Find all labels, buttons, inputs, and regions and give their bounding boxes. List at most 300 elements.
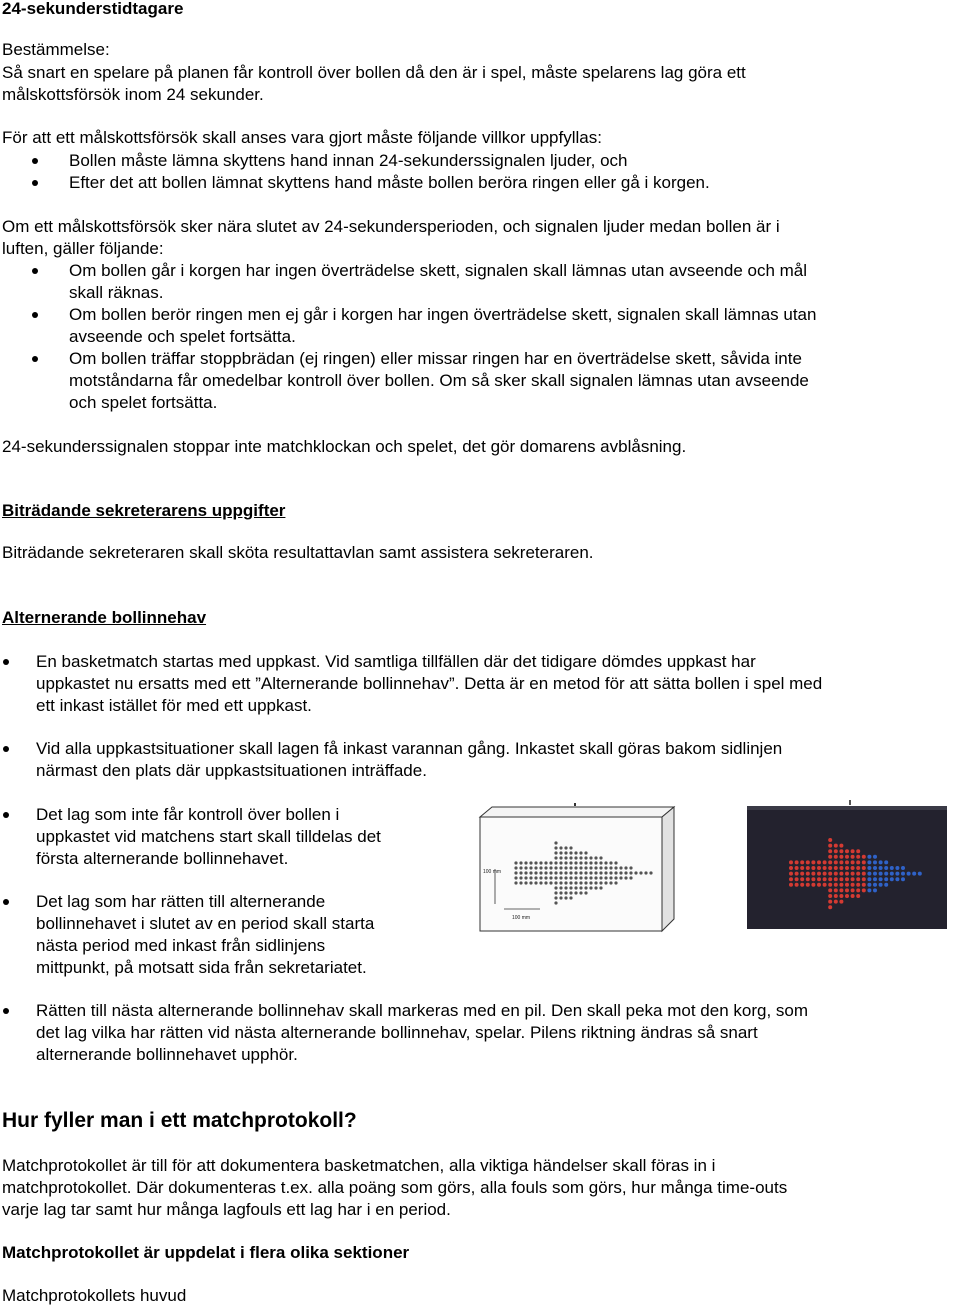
arrow-dot (895, 877, 899, 881)
arrow-dot (529, 866, 532, 869)
arrow-dot (800, 860, 804, 864)
arrow-dot (569, 851, 572, 854)
arrow-dot (524, 866, 527, 869)
arrow-dot (564, 846, 567, 849)
assistant-text: Biträdande sekreteraren skall sköta resultattavlan samt assistera sekreteraren. (2, 543, 594, 562)
arrow-dot (845, 888, 849, 892)
arrow-dot (823, 866, 827, 870)
arrow-dot (554, 866, 557, 869)
list-item: Det lag som har rätten till alternerande bollinnehavet i slutet av en period skall starta nästa period med inkast från sidlinjens mittpunkt, på motsatt sida från sekretariatet. (0, 891, 374, 979)
arrow-dot (851, 888, 855, 892)
arrow-dot (539, 871, 542, 874)
arrow-dot (594, 876, 597, 879)
arrow-dot (811, 866, 815, 870)
arrow-dot (895, 872, 899, 876)
bullet-icon (3, 659, 9, 665)
arrow-dot (879, 877, 883, 881)
arrow-dot (574, 881, 577, 884)
arrow-dot (569, 881, 572, 884)
arrow-dot (599, 866, 602, 869)
arrow-dot (564, 886, 567, 889)
arrow-dot (639, 871, 642, 874)
arrow-dot (599, 871, 602, 874)
arrow-dot (800, 883, 804, 887)
arrow-dot (873, 855, 877, 859)
arrow-dot (584, 891, 587, 894)
arrow-dot (589, 886, 592, 889)
arrow-dot (584, 861, 587, 864)
arrow-dot (574, 861, 577, 864)
arrow-dot (634, 871, 637, 874)
arrow-dot (644, 871, 647, 874)
arrow-dot (901, 872, 905, 876)
arrow-dot (834, 877, 838, 881)
arrow-dot (845, 883, 849, 887)
alternating-heading: Alternerande bollinnehav (2, 608, 207, 627)
arrow-dot (554, 891, 557, 894)
arrow-dot (554, 856, 557, 859)
arrow-dot (599, 861, 602, 864)
arrow-dot (828, 866, 832, 870)
arrow-dot (789, 883, 793, 887)
arrow-dot (834, 844, 838, 848)
arrow-dot (529, 876, 532, 879)
arrow-dot (594, 886, 597, 889)
arrow-dot (873, 872, 877, 876)
arrow-dot (519, 881, 522, 884)
arrow-dot (817, 877, 821, 881)
arrow-dot (579, 866, 582, 869)
arrow-dot (856, 888, 860, 892)
arrow-dot (539, 866, 542, 869)
arrow-dot (845, 894, 849, 898)
arrow-dot (867, 855, 871, 859)
arrow-dot (569, 846, 572, 849)
arrow-dot (609, 861, 612, 864)
arrow-dot (828, 883, 832, 887)
list-item: Efter det att bollen lämnat skyttens hand måste bollen beröra ringen eller gå i korgen. (0, 172, 710, 194)
arrow-dot (599, 856, 602, 859)
alternating-list-3 (0, 804, 381, 870)
arrow-dot (589, 866, 592, 869)
arrow-dot (856, 872, 860, 876)
arrow-dot (839, 900, 843, 904)
arrow-dot (519, 866, 522, 869)
arrow-dot (862, 883, 866, 887)
arrow-dot (873, 883, 877, 887)
arrow-dot (594, 866, 597, 869)
list-item: Bollen måste lämna skyttens hand innan 24-sekunderssignalen ljuder, och (0, 150, 710, 172)
arrow-dot (514, 866, 517, 869)
arrow-dot (851, 883, 855, 887)
width-dimension-label: 100 mm (512, 915, 531, 921)
box-side-face (662, 807, 674, 931)
arrow-dot (862, 855, 866, 859)
arrow-dot (845, 849, 849, 853)
arrow-dot (649, 871, 652, 874)
arrow-dot (534, 871, 537, 874)
arrow-dot (867, 860, 871, 864)
arrow-dot (879, 883, 883, 887)
arrow-dot (862, 888, 866, 892)
arrow-dot (879, 860, 883, 864)
rule-line: Så snart en spelare på planen får kontroll över bollen då den är i spel, måste spelarens lag göra ett (2, 63, 746, 82)
signal-note: 24-sekunderssignalen stoppar inte matchklockan och spelet, det gör domarens avblåsning. (2, 437, 687, 456)
arrow-dot (811, 877, 815, 881)
arrow-dot (549, 866, 552, 869)
arrow-dot (789, 877, 793, 881)
arrow-dot (839, 855, 843, 859)
arrow-dot (839, 866, 843, 870)
arrow-dot (823, 877, 827, 881)
arrow-dot (549, 876, 552, 879)
list-item: Rätten till nästa alternerande bollinnehav skall markeras med en pil. Den skall peka mot den korg, som det lag vilka har rätten vid nästa alternerande bollinnehav, spelar. Pilens riktning ändras så snart alternerande bollinnehavet upphör. (0, 1000, 808, 1066)
arrow-dot (539, 881, 542, 884)
arrow-dot (795, 872, 799, 876)
list-item: Om bollen går i korgen har ingen överträdelse skett, signalen skall lämnas utan avseende och mål skall räknas. (0, 260, 816, 304)
arrow-dot (811, 883, 815, 887)
arrow-dot (806, 860, 810, 864)
arrow-dot (828, 894, 832, 898)
arrow-dot (828, 872, 832, 876)
arrow-dot (834, 872, 838, 876)
protocol-text: varje lag tar samt hur många lagfouls ett lag har i en period. (2, 1200, 451, 1219)
arrow-dot (589, 881, 592, 884)
arrow-dot (839, 872, 843, 876)
list-item: En basketmatch startas med uppkast. Vid samtliga tillfällen där det tidigare dömdes uppkast har uppkastet nu ersatts med ett ”Alternerande bollinnehav”. Detta är en metod för att sätta bollen i spel med ett inkast istället för med ett uppkast. (0, 651, 822, 717)
arrow-dot (823, 883, 827, 887)
arrow-dot (574, 856, 577, 859)
arrow-dot (594, 881, 597, 884)
protocol-head-label: Matchprotokollets huvud (2, 1286, 187, 1305)
rule-label: Bestämmelse: (2, 40, 110, 59)
arrow-dot (884, 877, 888, 881)
protocol-heading: Hur fyller man i ett matchprotokoll? (2, 1109, 357, 1132)
arrow-dot (584, 866, 587, 869)
arrow-dot (534, 881, 537, 884)
arrow-dot (614, 861, 617, 864)
arrow-dot (559, 851, 562, 854)
conditions-intro: För att ett målskottsförsök skall anses vara gjort måste följande villkor uppfyllas: (2, 128, 602, 147)
arrow-dot (817, 883, 821, 887)
arrow-dot (789, 866, 793, 870)
list-item: Vid alla uppkastsituationer skall lagen få inkast varannan gång. Inkastet skall göras bakom sidlinjen närmast den plats där uppkastsituationen inträffade. (0, 738, 782, 782)
arrow-dot (845, 877, 849, 881)
arrow-dot (554, 871, 557, 874)
arrow-dot (828, 855, 832, 859)
alternating-list-2 (0, 738, 782, 782)
arrow-dot (574, 891, 577, 894)
arrow-dot (604, 861, 607, 864)
arrow-dot (569, 871, 572, 874)
arrow-dot (862, 860, 866, 864)
arrow-dot (862, 877, 866, 881)
arrow-dot (839, 849, 843, 853)
arrow-dot (564, 871, 567, 874)
arrow-dot (554, 901, 557, 904)
arrow-dot (579, 881, 582, 884)
arrow-dot (544, 866, 547, 869)
arrow-dot (544, 861, 547, 864)
arrow-dot (879, 872, 883, 876)
arrow-dot (559, 891, 562, 894)
arrow-dot (795, 866, 799, 870)
section-title-24s: 24-sekunderstidtagare (2, 0, 184, 18)
arrow-dot (614, 871, 617, 874)
box-top-face (480, 807, 674, 817)
bullet-icon (3, 746, 9, 752)
arrow-dot (834, 866, 838, 870)
protocol-text: Matchprotokollet är till för att dokumentera basketmatchen, alla viktiga händelser skall föras in i (2, 1156, 716, 1175)
arrow-dot (614, 866, 617, 869)
arrow-dot (828, 860, 832, 864)
arrow-dot (862, 872, 866, 876)
arrow-dot (851, 849, 855, 853)
arrow-display-drawing (478, 803, 676, 935)
arrow-dot (559, 871, 562, 874)
arrow-dot (811, 860, 815, 864)
arrow-dot (544, 871, 547, 874)
arrow-dot (828, 905, 832, 909)
arrow-dot (907, 872, 911, 876)
arrow-dot (867, 888, 871, 892)
alternating-list-1 (0, 651, 822, 717)
arrow-dot (584, 876, 587, 879)
arrow-dot (579, 886, 582, 889)
arrow-dot (806, 866, 810, 870)
arrow-dot (524, 881, 527, 884)
arrow-dot (800, 872, 804, 876)
arrow-dot (839, 888, 843, 892)
arrow-dot (624, 876, 627, 879)
arrow-dot (564, 896, 567, 899)
arrow-dot (569, 866, 572, 869)
arrow-dot (544, 876, 547, 879)
arrow-dot (554, 896, 557, 899)
arrow-dot (514, 876, 517, 879)
arrow-dot (851, 860, 855, 864)
late-cases-list (0, 260, 816, 414)
arrow-dot (574, 876, 577, 879)
arrow-dot (873, 866, 877, 870)
arrow-dot (823, 860, 827, 864)
arrow-dot (554, 861, 557, 864)
arrow-dot (524, 861, 527, 864)
arrow-dot (554, 846, 557, 849)
arrow-dot (589, 876, 592, 879)
arrow-dot (584, 851, 587, 854)
arrow-dot (574, 851, 577, 854)
arrow-dot (554, 841, 557, 844)
arrow-dot (609, 871, 612, 874)
height-dimension-label: 100 mm (483, 869, 502, 875)
arrow-dot (890, 877, 894, 881)
arrow-dot (569, 876, 572, 879)
arrow-dot (574, 866, 577, 869)
arrow-dot (839, 860, 843, 864)
arrow-dot (845, 860, 849, 864)
arrow-dot (564, 861, 567, 864)
arrow-dot (629, 871, 632, 874)
arrow-dot (574, 871, 577, 874)
arrow-dot (609, 866, 612, 869)
arrow-dot (519, 861, 522, 864)
arrow-dot (559, 881, 562, 884)
arrow-dot (884, 872, 888, 876)
arrow-dot (817, 866, 821, 870)
arrow-dot (524, 876, 527, 879)
led-arrow-panel-photo (747, 800, 948, 930)
arrow-dot (795, 883, 799, 887)
alternating-list-4 (0, 891, 374, 979)
arrow-dot (800, 877, 804, 881)
arrow-dot (817, 860, 821, 864)
arrow-dot (584, 871, 587, 874)
list-item: Om bollen berör ringen men ej går i korgen har ingen överträdelse skett, signalen skall lämnas utan avseende och spelet fortsätta. (0, 304, 816, 348)
arrow-dot (554, 851, 557, 854)
arrow-dot (862, 866, 866, 870)
arrow-dot (901, 866, 905, 870)
arrow-dot (856, 860, 860, 864)
arrow-dot (834, 855, 838, 859)
arrow-dot (539, 861, 542, 864)
alternating-list-5 (0, 1000, 808, 1066)
arrow-dot (579, 851, 582, 854)
arrow-dot (839, 844, 843, 848)
arrow-dot (629, 876, 632, 879)
assistant-heading: Biträdande sekreterarens uppgifter (2, 501, 286, 520)
bullet-icon (32, 180, 38, 186)
arrow-dot (564, 891, 567, 894)
arrow-dot (579, 876, 582, 879)
arrow-dot (559, 861, 562, 864)
arrow-dot (856, 877, 860, 881)
arrow-dot (564, 876, 567, 879)
arrow-dot (514, 861, 517, 864)
arrow-dot (544, 881, 547, 884)
arrow-dot (851, 855, 855, 859)
arrow-dot (594, 861, 597, 864)
arrow-dot (559, 886, 562, 889)
arrow-dot (569, 886, 572, 889)
arrow-dot (559, 856, 562, 859)
arrow-dot (549, 871, 552, 874)
arrow-dot (867, 883, 871, 887)
arrow-dot (884, 883, 888, 887)
arrow-dot (834, 849, 838, 853)
arrow-dot (604, 876, 607, 879)
arrow-dot (584, 881, 587, 884)
arrow-dot (599, 881, 602, 884)
arrow-dot (569, 896, 572, 899)
list-item: Det lag som inte får kontroll över bollen i uppkastet vid matchens start skall tilldelas det första alternerande bollinnehavet. (0, 804, 381, 870)
arrow-dot (564, 856, 567, 859)
arrow-dot (629, 866, 632, 869)
arrow-dot (589, 861, 592, 864)
late-shot-intro: Om ett målskottsförsök sker nära slutet av 24-sekundersperioden, och signalen ljuder medan bollen är i (2, 217, 780, 236)
arrow-dot (795, 860, 799, 864)
arrow-dot (594, 856, 597, 859)
arrow-dot (806, 883, 810, 887)
bullet-icon (3, 1008, 9, 1014)
arrow-dot (851, 877, 855, 881)
arrow-dot (559, 846, 562, 849)
arrow-dot (918, 872, 922, 876)
arrow-dot (579, 871, 582, 874)
arrow-dot (564, 866, 567, 869)
arrow-dot (856, 894, 860, 898)
arrow-dot (539, 876, 542, 879)
arrow-dot (873, 888, 877, 892)
arrow-dot (890, 866, 894, 870)
arrow-dot (569, 856, 572, 859)
arrow-dot (800, 866, 804, 870)
arrow-dot (789, 860, 793, 864)
arrow-dot (890, 872, 894, 876)
arrow-dot (895, 866, 899, 870)
late-shot-intro: luften, gäller följande: (2, 239, 164, 258)
arrow-dot (559, 866, 562, 869)
arrow-dot (604, 871, 607, 874)
arrow-dot (604, 881, 607, 884)
arrow-dot (519, 876, 522, 879)
arrow-dot (856, 849, 860, 853)
arrow-dot (845, 866, 849, 870)
arrow-dot (851, 872, 855, 876)
arrow-dot (867, 877, 871, 881)
arrow-dot (529, 881, 532, 884)
arrow-dot (579, 891, 582, 894)
arrow-dot (873, 860, 877, 864)
arrow-dot (619, 866, 622, 869)
arrow-dot (594, 871, 597, 874)
arrow-dot (811, 872, 815, 876)
arrow-dot (884, 866, 888, 870)
arrow-dot (619, 876, 622, 879)
arrow-dot (901, 877, 905, 881)
arrow-dot (549, 861, 552, 864)
arrow-dot (839, 883, 843, 887)
arrow-dot (873, 877, 877, 881)
arrow-dot (554, 886, 557, 889)
arrow-dot (856, 855, 860, 859)
bullet-icon (32, 158, 38, 164)
arrow-dot (609, 881, 612, 884)
arrow-dot (599, 886, 602, 889)
bullet-icon (3, 899, 9, 905)
arrow-dot (834, 860, 838, 864)
arrow-dot (834, 888, 838, 892)
arrow-dot (817, 872, 821, 876)
sections-heading: Matchprotokollet är uppdelat i flera olika sektioner (2, 1243, 410, 1262)
arrow-dot (579, 856, 582, 859)
arrow-dot (564, 851, 567, 854)
arrow-dot (614, 876, 617, 879)
arrow-dot (529, 861, 532, 864)
arrow-dot (584, 886, 587, 889)
arrow-dot (624, 871, 627, 874)
arrow-dot (856, 883, 860, 887)
arrow-dot (524, 871, 527, 874)
protocol-text: matchprotokollet. Där dokumenteras t.ex. alla poäng som görs, alla fouls som görs, hur många time-outs (2, 1178, 788, 1197)
arrow-dot (912, 872, 916, 876)
arrow-dot (534, 866, 537, 869)
arrow-dot (884, 860, 888, 864)
arrow-dot (806, 877, 810, 881)
arrow-dot (624, 866, 627, 869)
arrow-dot (828, 838, 832, 842)
arrow-dot (614, 881, 617, 884)
